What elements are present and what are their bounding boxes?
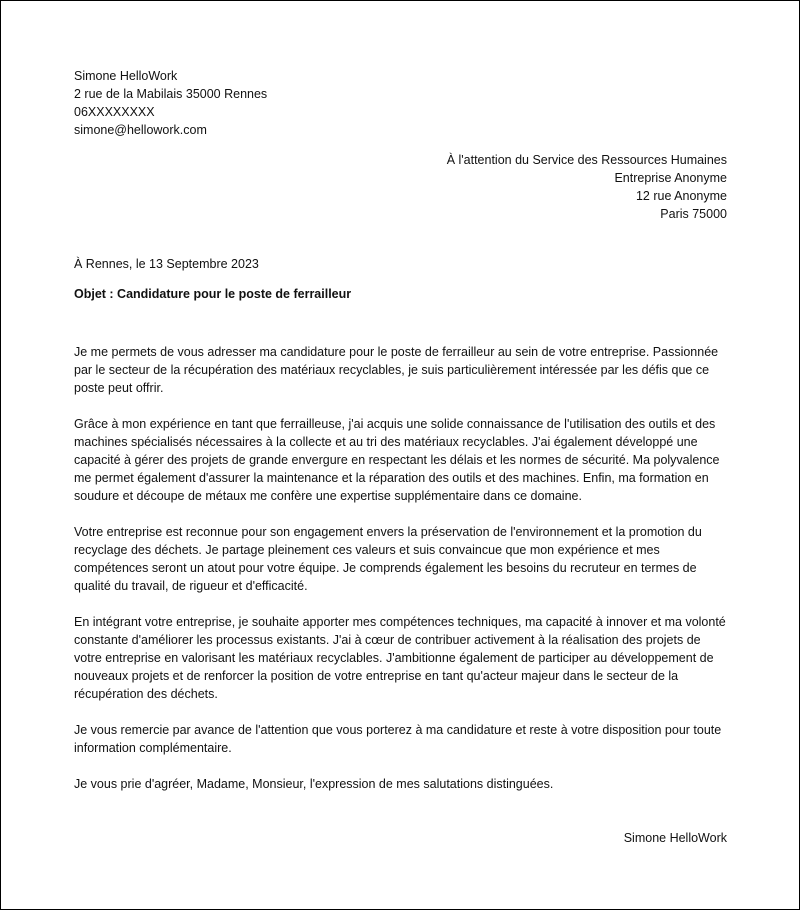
sender-email: simone@hellowork.com — [74, 123, 207, 137]
sender-name: Simone HelloWork — [74, 69, 178, 83]
body-paragraph: Votre entreprise est reconnue pour son engagement envers la préservation de l'environnement et la promotion du recyclage des déchets. Je partage pleinement ces valeurs et suis convaincue que mon expérience et mes compétences seront un atout pour votre équipe. Je comprends également les besoins du recruteur en termes de qualité du travail, de rigueur et d'efficacité. — [74, 525, 702, 593]
body-paragraph: Je me permets de vous adresser ma candidature pour le poste de ferrailleur au sein de votre entreprise. Passionnée par le secteur de la récupération des matériaux recyclables, je suis particulièrement intéressée par les défis que ce poste peut offrir. — [74, 345, 719, 395]
recipient-block — [227, 151, 727, 223]
sender-block — [74, 67, 474, 139]
recipient-company: Entreprise Anonyme — [614, 171, 727, 185]
date-line: À Rennes, le 13 Septembre 2023 — [74, 257, 259, 271]
closing-paragraph: Je vous prie d'agréer, Madame, Monsieur, l'expression de mes salutations distinguées. — [74, 777, 554, 791]
sender-address: 2 rue de la Mabilais 35000 Rennes — [74, 87, 268, 101]
recipient-attention: À l'attention du Service des Ressources Humaines — [446, 153, 727, 167]
subject-line: Objet : Candidature pour le poste de ferrailleur — [74, 287, 352, 301]
signature: Simone HelloWork — [623, 831, 727, 845]
letter-body — [74, 343, 730, 811]
recipient-street: 12 rue Anonyme — [635, 189, 727, 203]
sender-phone: 06XXXXXXXX — [74, 105, 155, 119]
body-paragraph: En intégrant votre entreprise, je souhaite apporter mes compétences techniques, ma capacité à innover et ma volonté constante d'améliorer les processus existants. J'ai à cœur de contribuer activement à la réalisation des projets de votre entreprise en valorisant les matériaux recyclables. J'ambitionne également de participer au développement de nouveaux projets et de renforcer la position de votre entreprise en tant qu'acteur majeur dans le secteur de la récupération des déchets. — [74, 615, 726, 701]
body-paragraph: Grâce à mon expérience en tant que ferrailleuse, j'ai acquis une solide connaissance de l'utilisation des outils et des machines spécialisés nécessaires à la collecte et au tri des matériaux recyclables. J'ai également développé une capacité à gérer des projets de grande envergure en respectant les délais et les normes de sécurité. Ma polyvalence me permet également d'assurer la maintenance et la réparation des outils et des machines. Enfin, ma formation en soudure et découpe de métaux me confère une expertise supplémentaire dans ce domaine. — [74, 417, 720, 503]
body-paragraph: Je vous remercie par avance de l'attention que vous porterez à ma candidature et reste à votre disposition pour toute information complémentaire. — [74, 723, 722, 755]
recipient-city: Paris 75000 — [660, 207, 727, 221]
